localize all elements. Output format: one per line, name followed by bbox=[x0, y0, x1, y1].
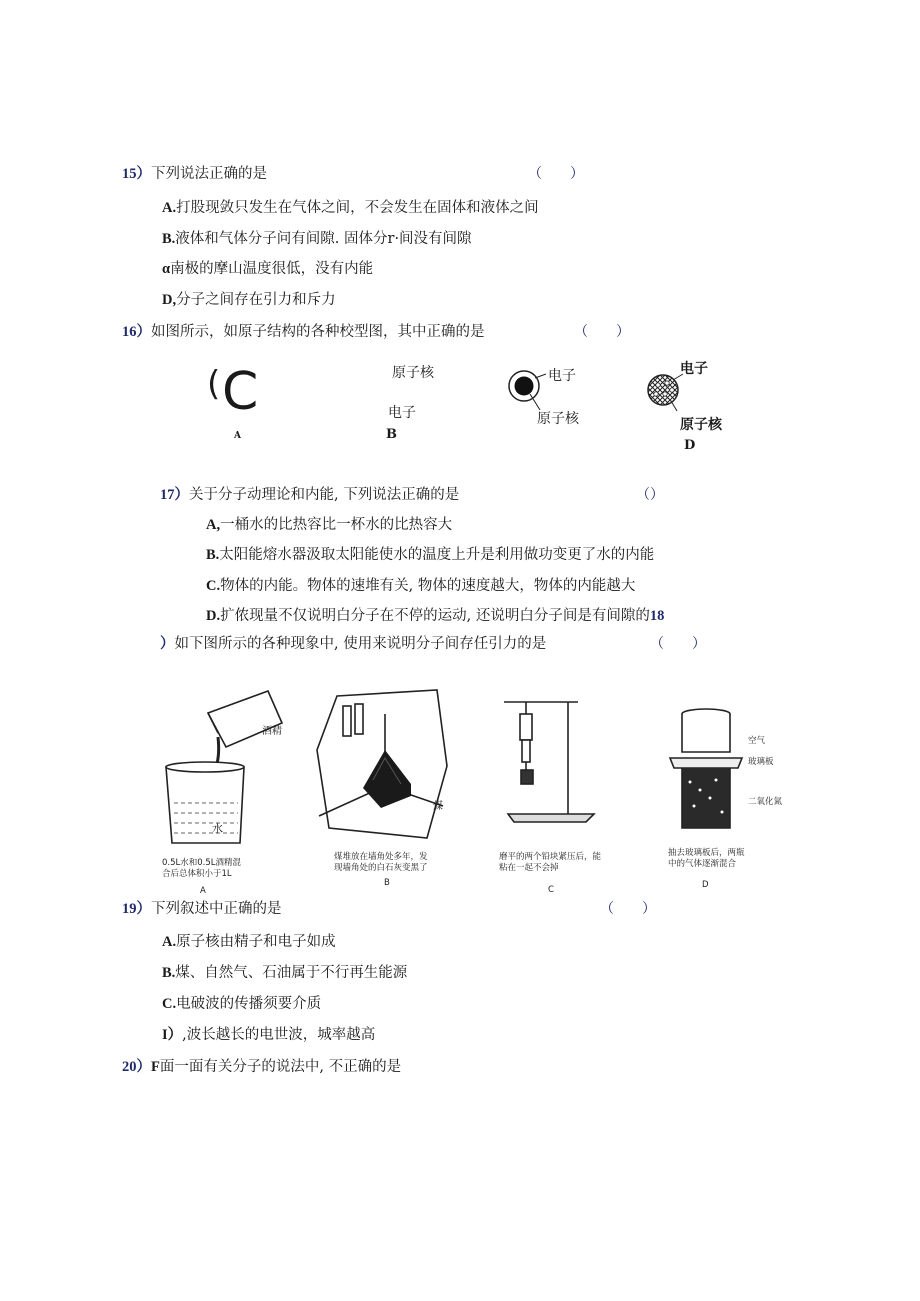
q18-figc-label: C bbox=[548, 885, 554, 895]
q17-text: 关于分子动理论和内能, 下列说法正确的是 bbox=[189, 487, 460, 503]
q18-figc-lead-blocks-illustration bbox=[498, 694, 598, 829]
q17-answer-blank: （） bbox=[636, 487, 664, 503]
q18-figd-label: D bbox=[702, 880, 709, 890]
q16-number: 16） bbox=[122, 324, 151, 340]
q19-stem bbox=[122, 899, 282, 919]
q17-stem bbox=[160, 485, 459, 505]
q18-figb-label: B bbox=[384, 878, 390, 888]
q15-stem bbox=[122, 164, 267, 184]
q17-option-a: A,一桶水的比热容比一杯水的比热容大 bbox=[206, 517, 453, 533]
q16-text: 如图所示，如原子结构的各种校型图，其中正确的是 bbox=[151, 324, 485, 340]
q18-stem: ）如下图所示的各种现象中, 使用来说明分子间存任引力的是 bbox=[160, 636, 547, 652]
q18-answer-blank: （ ） bbox=[650, 636, 706, 652]
q17-option-d: D.扩侬现量不仅说明白分子在不停的运动, 还说明白分子间是有间隙的18 bbox=[206, 608, 665, 624]
q19-answer-blank: （ ） bbox=[600, 901, 656, 917]
q18-figb-caption-1: 煤堆放在墙角处多年，发 bbox=[334, 852, 428, 862]
q18-figd-tag-glass: 玻璃板 bbox=[748, 757, 774, 767]
q20-text: 面一面有关分子的说法中, 不正确的是 bbox=[159, 1059, 402, 1075]
q16-answer-blank: （ ） bbox=[574, 324, 630, 340]
q19-option-d: I）,波长越长的电世波，城率越高 bbox=[162, 1027, 376, 1043]
q18-figa-pouring-illustration bbox=[160, 685, 300, 850]
q16-figa-label: A bbox=[234, 431, 241, 441]
q16-figb-label: B bbox=[386, 427, 397, 442]
q15-option-b: B.液体和气体分子问有间隙. 固体分r·间没有间隙 bbox=[162, 231, 472, 247]
q18-figa-tag: 酒精 bbox=[262, 726, 282, 737]
q16-figd-label: D bbox=[684, 438, 696, 453]
q17-option-c: C.物体的内能。物体的速堆有关, 物体的速度越大，物体的内能越大 bbox=[206, 578, 636, 594]
q15-option-c: α南极的摩山温度很低，没有内能 bbox=[162, 261, 374, 277]
q18-figb-coal-corner-illustration bbox=[315, 688, 450, 848]
q15-answer-blank: （ ） bbox=[528, 166, 584, 182]
q18-figb-caption-2: 现墙角处的白石灰变黑了 bbox=[334, 863, 428, 873]
q19-option-b: B.煤、自然气、石油属于不行再生能源 bbox=[162, 965, 408, 981]
q16-figc-atom-diagram bbox=[504, 366, 548, 410]
q16-figa-paren: ( bbox=[207, 364, 221, 404]
q18-figa-caption-1: 0.5L水和0.5L酒精混 bbox=[162, 858, 242, 868]
q16-figc-nucleus-label: 原子核 bbox=[537, 411, 579, 427]
q18-figd-gas-diffusion-illustration bbox=[666, 702, 746, 832]
q18-figa-caption-2: 合后总体积小于1L bbox=[162, 869, 232, 879]
q16-stem bbox=[122, 322, 485, 342]
q19-option-c: C.电破波的传播须要介质 bbox=[162, 996, 322, 1012]
q19-number: 19） bbox=[122, 901, 151, 917]
q19-option-a: A.原子核由精子和电子如成 bbox=[162, 934, 336, 950]
q19-text: 下列叙述中正确的是 bbox=[151, 901, 282, 917]
q15-text: 下列说法正确的是 bbox=[151, 166, 267, 182]
q18-figc-caption-2: 粘在一起不会掉 bbox=[499, 863, 559, 873]
q16-figb-electron-label: 电子 bbox=[388, 405, 416, 421]
q15-number: 15） bbox=[122, 166, 151, 182]
q15-option-d: D,分子之间存在引力和斥力 bbox=[162, 292, 336, 308]
q18-number: 18 bbox=[649, 608, 665, 624]
q18-figd-tag-air: 空气 bbox=[748, 736, 766, 746]
q18-figb-tag: 煤 bbox=[433, 801, 443, 812]
q16-figa-glyph: C bbox=[222, 362, 259, 422]
q18-figd-caption-1: 抽去玻璃板后，两瓶 bbox=[668, 848, 745, 858]
q17-number: 17） bbox=[160, 487, 189, 503]
q18-text: 如下图所示的各种现象中, 使用来说明分子间存任引力的是 bbox=[174, 636, 547, 652]
q18-figd-tag-no2: 二氧化氮 bbox=[748, 797, 783, 807]
q17-option-b: B.太阳能熔水器汲取太阳能使水的温度上升是利用做功变更了水的内能 bbox=[206, 547, 655, 563]
q18-figc-caption-1: 磨平的两个铅块紧压后，能 bbox=[499, 852, 602, 862]
q18-figd-caption-2: 中的气体逐渐混合 bbox=[668, 859, 737, 869]
q16-figd-nucleus-label: 原子核 bbox=[680, 417, 722, 433]
q20-number: 20） bbox=[122, 1059, 151, 1075]
q18-figa-label: A bbox=[200, 886, 206, 896]
q20-stem: 20）F面一面有关分子的说法中, 不正确的是 bbox=[122, 1059, 402, 1075]
q16-figc-electron-label: 电子 bbox=[548, 368, 576, 384]
q16-figd-atom-diagram bbox=[645, 370, 685, 412]
q16-figb-nucleus-label: 原子核 bbox=[392, 365, 434, 381]
q18-figa-liquid: 水 bbox=[212, 822, 223, 835]
q16-figd-electron-label: 电子 bbox=[680, 361, 708, 377]
q15-option-a: A.打股现敛只发生在气体之间，不会发生在固体和液体之间 bbox=[162, 200, 539, 216]
